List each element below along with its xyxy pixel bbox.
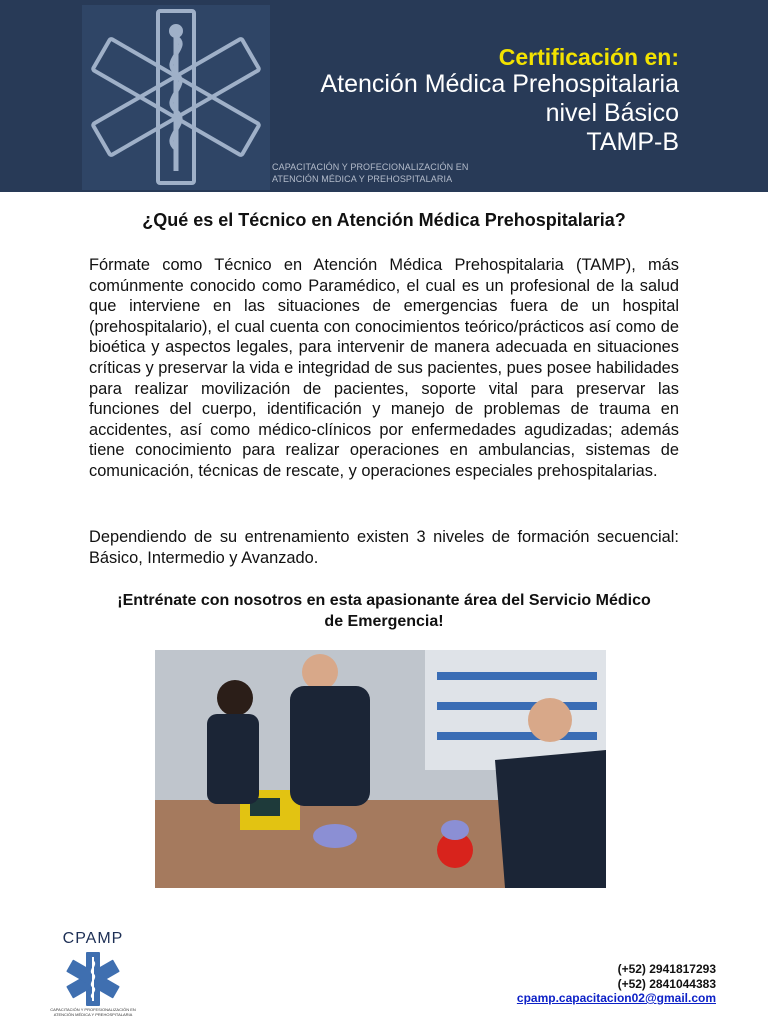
certification-label: Certificación en: xyxy=(498,44,679,70)
training-photo xyxy=(155,650,606,888)
phone-number: (+52) 2841044383 xyxy=(617,976,716,991)
certification-title xyxy=(259,70,679,157)
contact-info xyxy=(517,962,716,1006)
footer-tagline-line: CAPACITACIÓN Y PROFESIONALIZACIÓN EN xyxy=(50,1007,136,1012)
section-heading: ¿Qué es el Técnico en Atención Médica Prehospitalaria? xyxy=(142,210,626,230)
title-line: nivel Básico xyxy=(545,99,679,127)
cpamp-logo xyxy=(46,930,140,1018)
header-tagline xyxy=(272,161,468,185)
brand-name: CPAMP xyxy=(62,930,124,947)
tagline-line: ATENCIÓN MÉDICA Y PREHOSPITALARIA xyxy=(272,174,453,184)
header-banner xyxy=(0,0,768,192)
title-line: TAMP-B xyxy=(586,128,679,156)
levels-paragraph: Dependiendo de su entrenamiento existen 3 niveles de formación secuencial: Básico, Intermedio y Avanzado. xyxy=(89,528,679,567)
description-paragraph: Fórmate como Técnico en Atención Médica Prehospitalaria (TAMP), más comúnmente conocido como Paramédico, el cual es un profesional de la salud que interviene en las situaciones de emergencias fuera de un hospital (prehospitalario), el cual cuenta con conocimientos teórico/prácticos así como de bioética y aspectos legales, para intervenir de manera adecuada en situaciones críticas y preservar la vida e integridad de sus pacientes, pues posee habilidades para realizar movilización de pacientes, soporte vital para preservar las funciones del cuerpo, identificación y manejo de problemas de trauma en accidentes, así como médico-clínicos por enfermedades agudizadas; además tiene conocimiento para realizar operaciones en ambulancias, sistemas de comunicación, técnicas de rescate, y operaciones especiales prehospitalarias. xyxy=(89,256,679,480)
footer-tagline-line: ATENCIÓN MÉDICA Y PREHOSPITALARIA xyxy=(53,1012,133,1017)
email-link[interactable]: cpamp.capacitacion02@gmail.com xyxy=(516,991,716,1005)
star-of-life-icon xyxy=(82,5,270,190)
call-to-action xyxy=(90,590,678,632)
title-line: Atención Médica Prehospitalaria xyxy=(320,70,679,98)
cta-line: ¡Entrénate con nosotros en esta apasionante área del Servicio Médico xyxy=(117,592,651,609)
star-of-life-icon xyxy=(63,950,123,1008)
phone-number: (+52) 2941817293 xyxy=(617,962,716,976)
cta-line: de Emergencia! xyxy=(324,613,444,630)
footer-tagline xyxy=(46,1007,140,1017)
tagline-line: CAPACITACIÓN Y PROFECIONALIZACIÓN EN xyxy=(272,162,469,172)
